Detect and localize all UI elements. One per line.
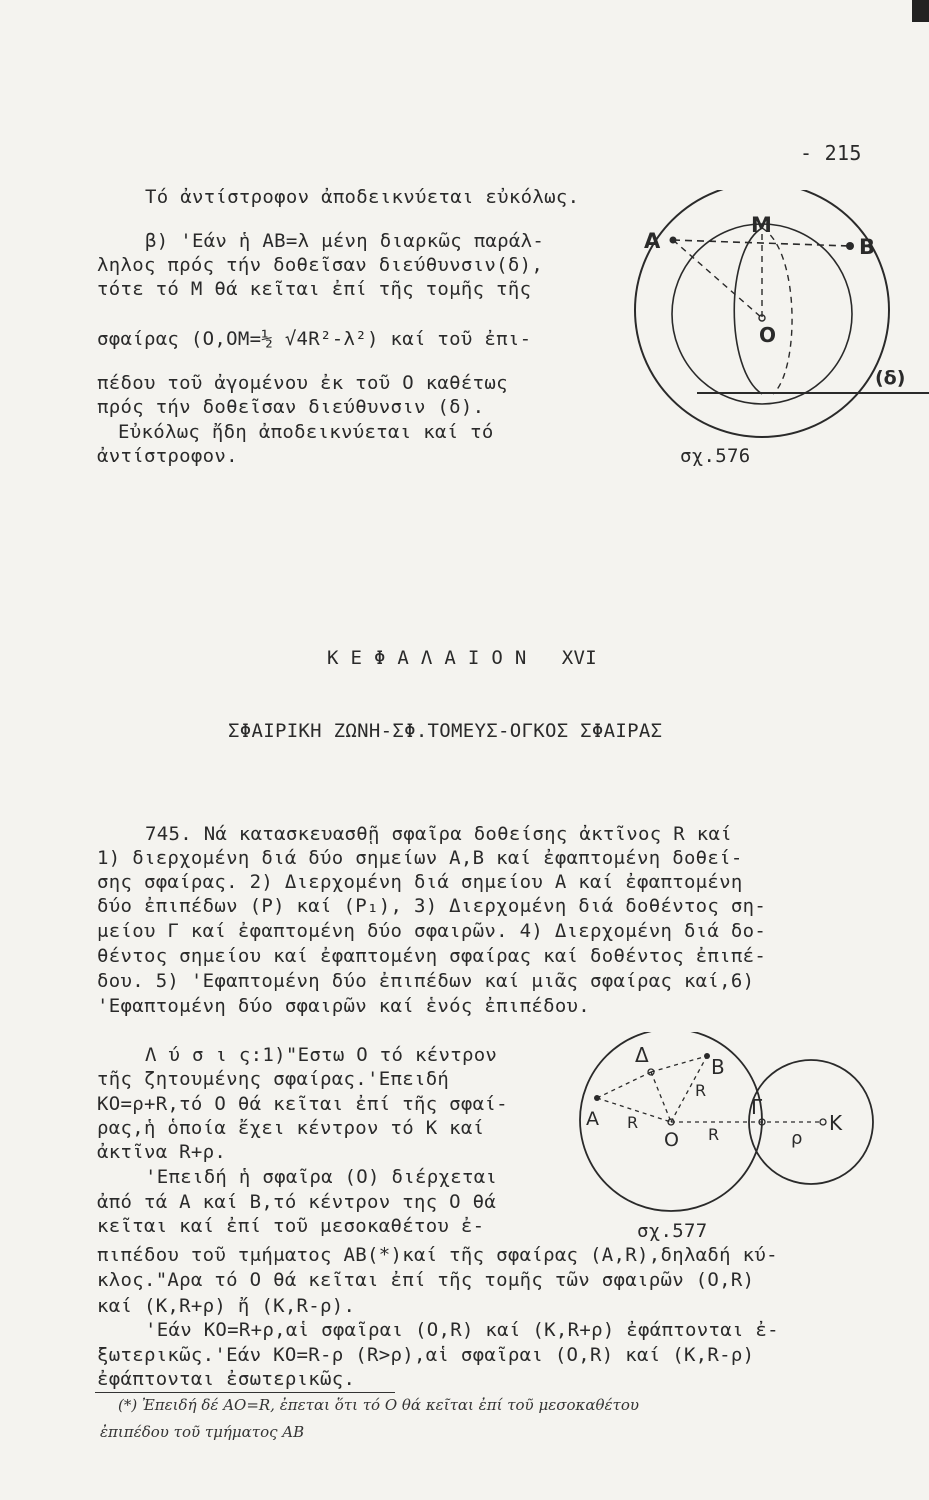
fig576-caption: σχ.576 <box>680 445 751 467</box>
fig576-point-B <box>846 242 854 250</box>
problem745-line-1: 745. Νά κατασκευασθῇ σφαῖρα δοθείσης ἀκτῖνος R καί <box>145 823 732 845</box>
problem745-line-2: 1) διερχομένη διά δύο σημείων Α,Β καί ἐφαπτομένη δοθεί- <box>97 847 743 869</box>
page-number: - 215 <box>800 141 862 165</box>
para1-line-8: Εὐκόλως ἤδη ἀποδεικνύεται καί τό <box>118 421 494 443</box>
fig576-point-A <box>670 237 677 244</box>
problem745-line-7: δου. 5) 'Εφαπτομένη δύο ἐπιπέδων καί μιᾶς σφαίρας καί,6) <box>97 970 755 992</box>
solution-wide-line-6: ἐφάπτονται ἐσωτερικῶς. <box>97 1368 356 1390</box>
fig577-segment-DB <box>651 1056 707 1072</box>
figure-576 <box>625 190 929 470</box>
solution-line-6: 'Επειδή ἡ σφαῖρα (Ο) διέρχεται <box>145 1166 498 1188</box>
figure-577 <box>575 1032 875 1216</box>
para1-line-9: ἀντίστροφον. <box>97 445 238 467</box>
chapter-title: Κ Ε Φ Α Λ Α Ι Ο Ν XVI <box>327 647 597 669</box>
fig576-label-O: O <box>759 323 777 347</box>
para1-line-5: σφαίρας (Ο,ΟΜ=½ √4R²-λ²) καί τοῦ ἐπι- <box>97 328 532 350</box>
fig577-label-rho: ρ <box>791 1128 803 1149</box>
binding-mark <box>912 0 929 22</box>
para1-line-7: πρός τήν δοθεῖσαν διεύθυνσιν (δ). <box>97 396 485 418</box>
solution-line-8: κεῖται καί ἐπί τοῦ μεσοκαθέτου ἐ- <box>97 1215 485 1237</box>
problem745-line-4: δύο ἐπιπέδων (P) καί (P₁), 3) Διερχομένη διά δοθέντος ση- <box>97 895 767 917</box>
problem745-line-3: σης σφαίρας. 2) Διερχομένη διά σημείου Α καί ἐφαπτομένη <box>97 871 743 893</box>
fig577-segment-AD <box>597 1072 651 1098</box>
solution-wide-line-4: 'Εάν ΚΟ=R+ρ,αἱ σφαῖραι (Ο,R) καί (Κ,R+ρ) ἐφάπτονται ἐ- <box>145 1319 779 1341</box>
solution-line-4: ρας,ἡ ὁποία ἔχει κέντρον τό Κ καί <box>97 1117 485 1139</box>
fig577-label-K: K <box>829 1111 843 1135</box>
fig576-label-M: M <box>751 213 772 237</box>
fig577-label-R-AO: R <box>627 1113 639 1132</box>
para1-line-2: β) 'Εάν ἡ ΑΒ=λ μένη διαρκῶς παράλ- <box>145 230 545 252</box>
solution-line-5: ἀκτῖνα R+ρ. <box>97 1141 227 1163</box>
para1-line-6: πέδου τοῦ ἀγομένου ἐκ τοῦ Ο καθέτως <box>97 372 508 394</box>
fig576-label-A: A <box>644 229 661 253</box>
fig577-point-A <box>594 1095 600 1101</box>
fig577-label-A: A <box>586 1108 599 1130</box>
fig577-label-Gamma: Γ <box>751 1095 763 1119</box>
solution-wide-line-3: καί (Κ,R+ρ) ἤ (Κ,R-ρ). <box>97 1295 356 1317</box>
fig577-label-O: O <box>664 1129 679 1151</box>
fig576-label-B: B <box>859 235 876 259</box>
solution-wide-line-5: ξωτερικῶς.'Εάν ΚΟ=R-ρ (R>ρ),αἱ σφαῖραι (Ο,R) καί (Κ,R-ρ) <box>97 1344 755 1366</box>
para1-line-3: ληλος πρός τήν δοθεῖσαν διεύθυνσιν(δ), <box>97 254 544 276</box>
fig576-segment-AO <box>673 240 762 318</box>
problem745-line-8: 'Εφαπτομένη δύο σφαιρῶν καί ἑνός ἐπιπέδου. <box>97 995 591 1017</box>
solution-line-1: Λ ύ σ ι ς:1)"Εστω Ο τό κέντρον <box>145 1044 498 1066</box>
para1-line-4: τότε τό Μ θά κεῖται ἐπί τῆς τομῆς τῆς <box>97 278 532 300</box>
solution-line-2: τῆς ζητουμένης σφαίρας.'Επειδή <box>97 1068 450 1090</box>
fig577-label-R-OB: R <box>695 1081 707 1100</box>
handwritten-footnote-line-1: (*) Ἐπειδή δέ ΑΟ=R, ἐπεται ὅτι τό Ο θά κεῖται ἐπί τοῦ μεσοκαθέτου <box>118 1396 640 1414</box>
fig577-segment-DO <box>651 1072 671 1122</box>
solution-line-3: ΚΟ=ρ+R,τό Ο θά κεῖται ἐπί τῆς σφαί- <box>97 1093 508 1115</box>
fig577-label-Delta: Δ <box>635 1043 649 1067</box>
underline-rule <box>95 1392 395 1393</box>
fig577-point-B <box>704 1053 710 1059</box>
problem745-line-5: μείου Γ καί ἐφαπτομένη δύο σφαιρῶν. 4) Διερχομένη διά δο- <box>97 920 767 942</box>
handwritten-footnote-line-2: ἐπιπέδου τοῦ τμήματος ΑΒ <box>100 1423 305 1441</box>
solution-line-7: ἀπό τά Α καί Β,τό κέντρον της Ο θά <box>97 1191 497 1213</box>
fig577-label-R-OG: R <box>708 1125 720 1144</box>
fig576-label-delta: (δ) <box>875 367 906 389</box>
para1-line-1: Τό ἀντίστροφον ἀποδεικνύεται εὐκόλως. <box>145 186 580 208</box>
fig577-caption: σχ.577 <box>637 1220 708 1242</box>
problem745-line-6: θέντος σημείου καί ἐφαπτομένη σφαίρας καί δοθέντος ἐπιπέ- <box>97 945 767 967</box>
solution-wide-line-1: πιπέδου τοῦ τμήματος ΑΒ(*)καί τῆς σφαίρας (Α,R),δηλαδή κύ- <box>97 1244 778 1266</box>
solution-wide-line-2: κλος."Αρα τό Ο θά κεῖται ἐπί τῆς τομῆς τῶν σφαιρῶν (Ο,R) <box>97 1269 755 1291</box>
section-title: ΣΦΑΙΡΙΚΗ ΖΩΝΗ-ΣΦ.ΤΟΜΕΥΣ-ΟΓΚΟΣ ΣΦΑΙΡΑΣ <box>228 720 663 742</box>
fig576-meridian-solid <box>734 228 762 394</box>
fig577-label-B: B <box>711 1055 725 1079</box>
fig576-meridian-dashed <box>762 228 792 394</box>
